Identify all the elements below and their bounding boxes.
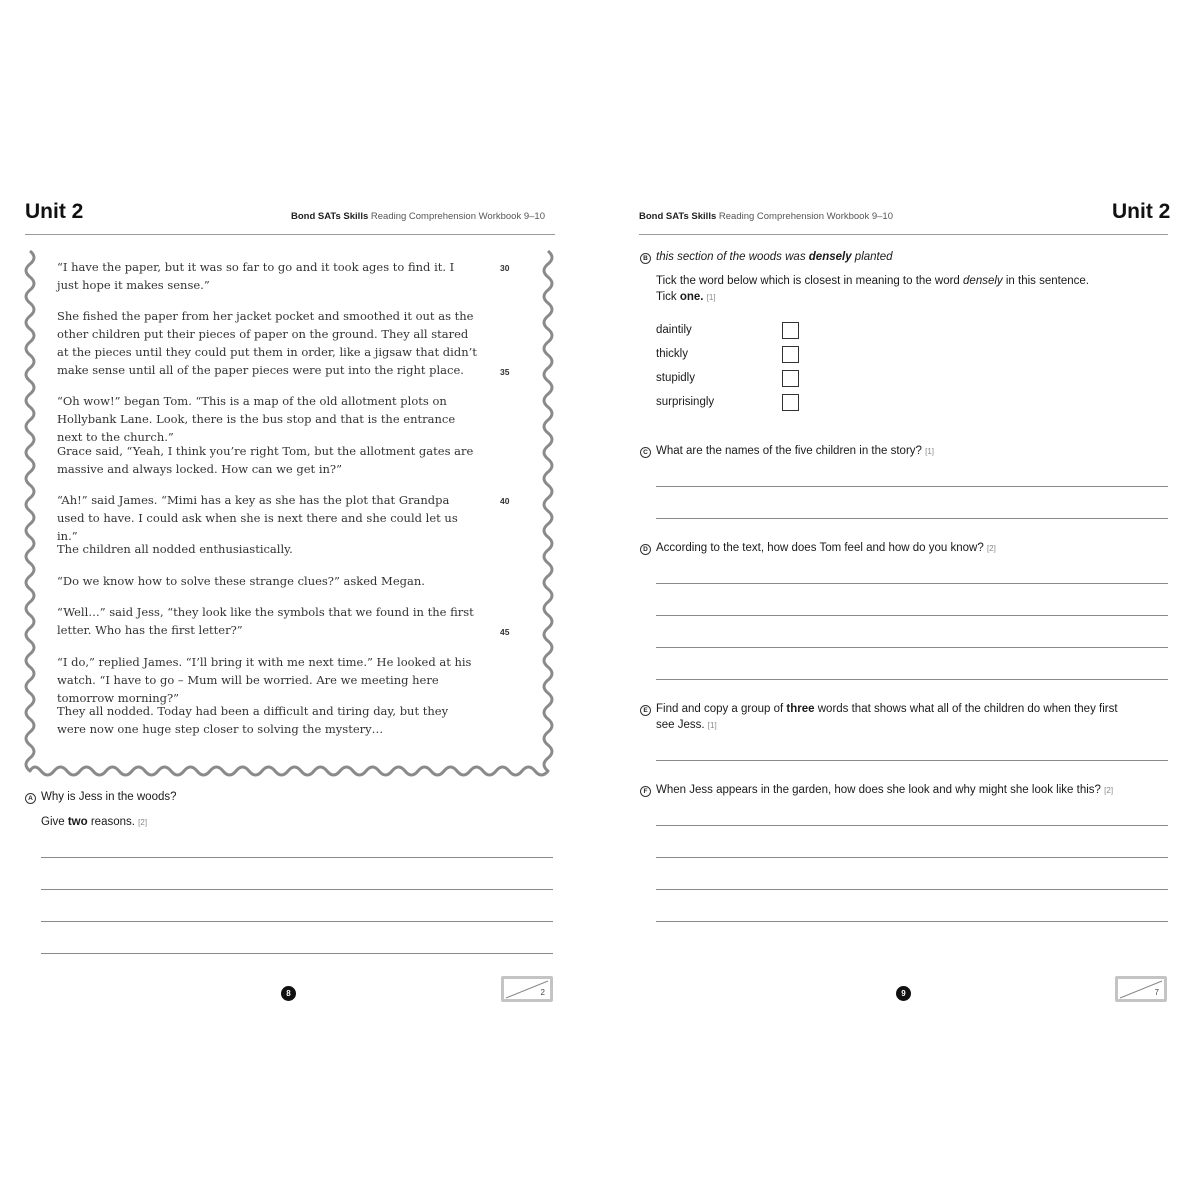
instr-post: in this sentence. bbox=[1002, 275, 1089, 287]
story-paragraph: The children all nodded enthusiastically. bbox=[57, 542, 293, 556]
option-label: stupidly bbox=[656, 372, 695, 384]
unit-title-right: Unit 2 bbox=[1112, 200, 1171, 223]
marks-label: [1] bbox=[925, 447, 935, 456]
quote-bold: densely bbox=[808, 251, 852, 263]
question-e-text bbox=[656, 703, 1118, 715]
sub-pre: Give bbox=[41, 816, 68, 828]
question-letter-b: B bbox=[640, 253, 651, 264]
answer-line[interactable] bbox=[656, 679, 1168, 680]
answer-line[interactable] bbox=[656, 583, 1168, 584]
story-paragraph: “Do we know how to solve these strange clues?” asked Megan. bbox=[57, 574, 425, 588]
page-number-left: 8 bbox=[281, 986, 296, 1001]
tick-bold: one. bbox=[679, 291, 704, 303]
question-d-text bbox=[656, 542, 996, 554]
e-post: words that shows what all of the children do when they first bbox=[814, 703, 1118, 715]
score-box-left[interactable] bbox=[501, 976, 553, 1002]
marks-label: [2] bbox=[986, 544, 996, 553]
marks-label: [2] bbox=[1104, 786, 1114, 795]
tick-box-surprisingly[interactable] bbox=[782, 394, 799, 411]
option-label: surprisingly bbox=[656, 396, 715, 408]
question-f-body: When Jess appears in the garden, how does she look and why might she look like this? bbox=[656, 784, 1101, 796]
tick-box-daintily[interactable] bbox=[782, 322, 799, 339]
story-paragraph: They all nodded. Today had been a difficult and tiring day, but they were now one huge step closer to solving the mystery… bbox=[57, 704, 449, 736]
answer-line[interactable] bbox=[656, 615, 1168, 616]
workbook-header-right bbox=[639, 211, 893, 222]
question-f-text bbox=[656, 784, 1113, 796]
series-name: Bond SATs Skills bbox=[639, 211, 717, 222]
question-b-quote bbox=[656, 251, 893, 263]
option-label: daintily bbox=[656, 324, 692, 336]
score-box-right[interactable] bbox=[1115, 976, 1167, 1002]
question-letter-f: F bbox=[640, 786, 651, 797]
tick-box-thickly[interactable] bbox=[782, 346, 799, 363]
workbook-title: Reading Comprehension Workbook 9–10 bbox=[716, 211, 893, 222]
question-letter-c: C bbox=[640, 447, 651, 458]
e-bold: three bbox=[786, 703, 815, 715]
question-e-text-line2 bbox=[656, 719, 717, 731]
answer-line[interactable] bbox=[656, 889, 1168, 890]
instr-italic: densely bbox=[963, 275, 1003, 287]
sub-bold: two bbox=[67, 816, 88, 828]
page-number-right: 9 bbox=[896, 986, 911, 1001]
quote-pre: this section of the woods was bbox=[656, 251, 809, 263]
question-letter-e: E bbox=[640, 705, 651, 716]
line-number: 40 bbox=[500, 496, 510, 506]
answer-line[interactable] bbox=[41, 921, 553, 922]
answer-line[interactable] bbox=[41, 857, 553, 858]
answer-line[interactable] bbox=[656, 760, 1168, 761]
story-paragraph: “I do,” replied James. “I’ll bring it with me next time.” He looked at his watch. “I have to go – Mum will be worried. Are we meeting here tomorrow morning?” bbox=[57, 655, 472, 705]
marks-label: [1] bbox=[707, 721, 717, 730]
header-rule-left bbox=[25, 234, 555, 235]
option-label: thickly bbox=[656, 348, 688, 360]
question-a-text: Why is Jess in the woods? bbox=[41, 791, 177, 803]
score-total: 7 bbox=[1154, 988, 1159, 997]
line-number: 45 bbox=[500, 627, 510, 637]
question-letter-a: A bbox=[25, 793, 36, 804]
workbook-header-left bbox=[291, 211, 545, 222]
instr-pre: Tick the word below which is closest in meaning to the word bbox=[656, 275, 964, 287]
marks-label: [2] bbox=[138, 818, 148, 827]
answer-line[interactable] bbox=[656, 518, 1168, 519]
question-b-tick-instruction bbox=[656, 291, 716, 303]
story-paragraph: “Well…” said Jess, “they look like the symbols that we found in the first letter. Who has the first letter?” bbox=[57, 605, 474, 637]
question-c-body: What are the names of the five children in the story? bbox=[656, 445, 922, 457]
e-line2: see Jess. bbox=[656, 719, 705, 731]
line-number: 35 bbox=[500, 367, 510, 377]
unit-title-left: Unit 2 bbox=[25, 200, 84, 223]
story-paragraph: “Oh wow!” began Tom. “This is a map of the old allotment plots on Hollybank Lane. Look, there is the bus stop and that is the entrance next to the church.” bbox=[57, 394, 456, 444]
header-rule-right bbox=[639, 234, 1168, 235]
quote-post: planted bbox=[851, 251, 893, 263]
story-paragraph: “I have the paper, but it was so far to go and it took ages to find it. I just hope it makes sense.” bbox=[57, 260, 455, 292]
story-paragraph: Grace said, “Yeah, I think you’re right Tom, but the allotment gates are massive and always locked. How can we get in?” bbox=[57, 444, 474, 476]
answer-line[interactable] bbox=[656, 825, 1168, 826]
series-name: Bond SATs Skills bbox=[291, 211, 369, 222]
line-number: 30 bbox=[500, 263, 510, 273]
story-paragraph: “Ah!” said James. “Mimi has a key as she has the plot that Grandpa used to have. I could ask when she is next there and she could let us in.” bbox=[57, 493, 458, 543]
answer-line[interactable] bbox=[41, 953, 553, 954]
answer-line[interactable] bbox=[656, 486, 1168, 487]
sub-post: reasons. bbox=[87, 816, 135, 828]
question-b-instruction bbox=[656, 275, 1089, 287]
answer-line[interactable] bbox=[656, 921, 1168, 922]
question-a-subtext bbox=[41, 816, 147, 828]
question-letter-d: D bbox=[640, 544, 651, 555]
e-pre: Find and copy a group of bbox=[656, 703, 787, 715]
workbook-title: Reading Comprehension Workbook 9–10 bbox=[368, 211, 545, 222]
question-d-body: According to the text, how does Tom feel and how do you know? bbox=[656, 542, 984, 554]
answer-line[interactable] bbox=[656, 857, 1168, 858]
score-total: 2 bbox=[540, 988, 545, 997]
story-paragraph: She fished the paper from her jacket pocket and smoothed it out as the other children put their pieces of paper on the ground. They all stared at the pieces until they could put them in order, like a jigsaw that didn’t make sense until all of the paper pieces were put into the right place. bbox=[57, 309, 477, 377]
answer-line[interactable] bbox=[656, 647, 1168, 648]
tick-pre: Tick bbox=[656, 291, 680, 303]
tick-box-stupidly[interactable] bbox=[782, 370, 799, 387]
marks-label: [1] bbox=[706, 293, 716, 302]
answer-line[interactable] bbox=[41, 889, 553, 890]
question-c-text bbox=[656, 445, 934, 457]
